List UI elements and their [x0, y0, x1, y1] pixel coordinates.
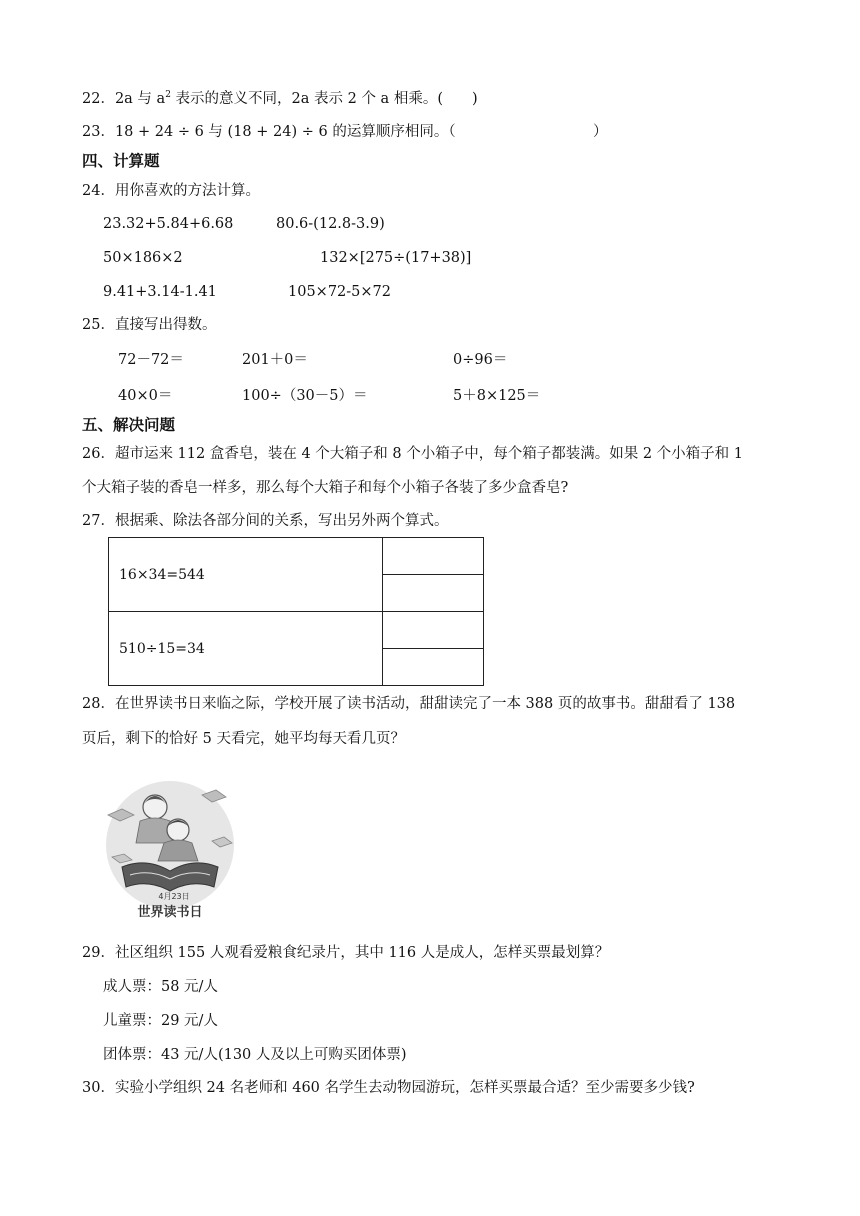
question-28: 28．在世界读书日来临之际，学校开展了读书活动，甜甜读完了一本 388 页的故事书。甜甜看了 138 — [82, 696, 736, 712]
relation-table — [108, 537, 484, 686]
illustration-date: 4月23日 — [158, 892, 190, 901]
calc-item: 23.32+5.84+6.68 — [103, 216, 234, 232]
section-heading-problem-solving: 五、解决问题 — [82, 416, 176, 434]
ticket-price-adult: 成人票：58 元/人 — [103, 979, 218, 995]
question-25: 25．直接写出得数。 — [82, 317, 217, 333]
section-heading-calculation: 四、计算题 — [82, 152, 160, 170]
question-23-blank-close: ） — [593, 124, 608, 140]
oral-calc-item: 72－72＝ — [118, 352, 184, 368]
calc-item: 80.6-(12.8-3.9) — [276, 216, 385, 232]
question-26-line2: 个大箱子装的香皂一样多，那么每个大箱子和每个小箱子各装了多少盒香皂? — [82, 480, 569, 496]
answer-cell[interactable] — [383, 649, 484, 686]
question-26: 26．超市运来 112 盒香皂，装在 4 个大箱子和 8 个小箱子中，每个箱子都装满。如果 2 个小箱子和 1 — [82, 446, 744, 462]
ticket-price-group: 团体票：43 元/人(130 人及以上可购买团体票) — [103, 1047, 407, 1063]
answer-cell[interactable] — [383, 538, 484, 575]
question-30: 30．实验小学组织 24 名老师和 460 名学生去动物园游玩，怎样买票最合适？至少需要多少钱? — [82, 1080, 695, 1096]
oral-calc-item: 0÷96＝ — [453, 352, 508, 368]
calc-item: 9.41+3.14-1.41 — [103, 284, 217, 300]
answer-cell[interactable] — [383, 575, 484, 612]
oral-calc-item: 100÷（30－5）＝ — [242, 388, 368, 404]
relation-given-equation: 510÷15=34 — [109, 612, 383, 686]
calc-item: 105×72-5×72 — [288, 284, 392, 300]
oral-calc-item: 5＋8×125＝ — [453, 388, 541, 404]
question-24: 24．用你喜欢的方法计算。 — [82, 183, 260, 199]
illustration-caption: 世界读书日 — [137, 905, 203, 920]
calc-item: 50×186×2 — [103, 250, 183, 266]
world-book-day-illustration — [100, 775, 240, 925]
oral-calc-item: 40×0＝ — [118, 388, 173, 404]
question-23: 23．18 + 24 ÷ 6 与 (18 + 24) ÷ 6 的运算顺序相同。（ — [82, 124, 456, 140]
ticket-price-child: 儿童票：29 元/人 — [103, 1013, 218, 1029]
question-28-line2: 页后，剩下的恰好 5 天看完，她平均每天看几页？ — [82, 731, 405, 747]
oral-calc-item: 201＋0＝ — [242, 352, 308, 368]
relation-given-equation: 16×34=544 — [109, 538, 383, 612]
question-22: 22．2a 与 $a^2$ 表示的意义不同，2a 表示 2 个 a 相乘。( ) — [82, 90, 478, 107]
answer-cell[interactable] — [383, 612, 484, 649]
question-27: 27．根据乘、除法各部分间的关系，写出另外两个算式。 — [82, 513, 449, 529]
question-29: 29．社区组织 155 人观看爱粮食纪录片，其中 116 人是成人，怎样买票最划算？ — [82, 945, 610, 961]
calc-item: 132×[275÷(17+38)] — [320, 250, 472, 266]
